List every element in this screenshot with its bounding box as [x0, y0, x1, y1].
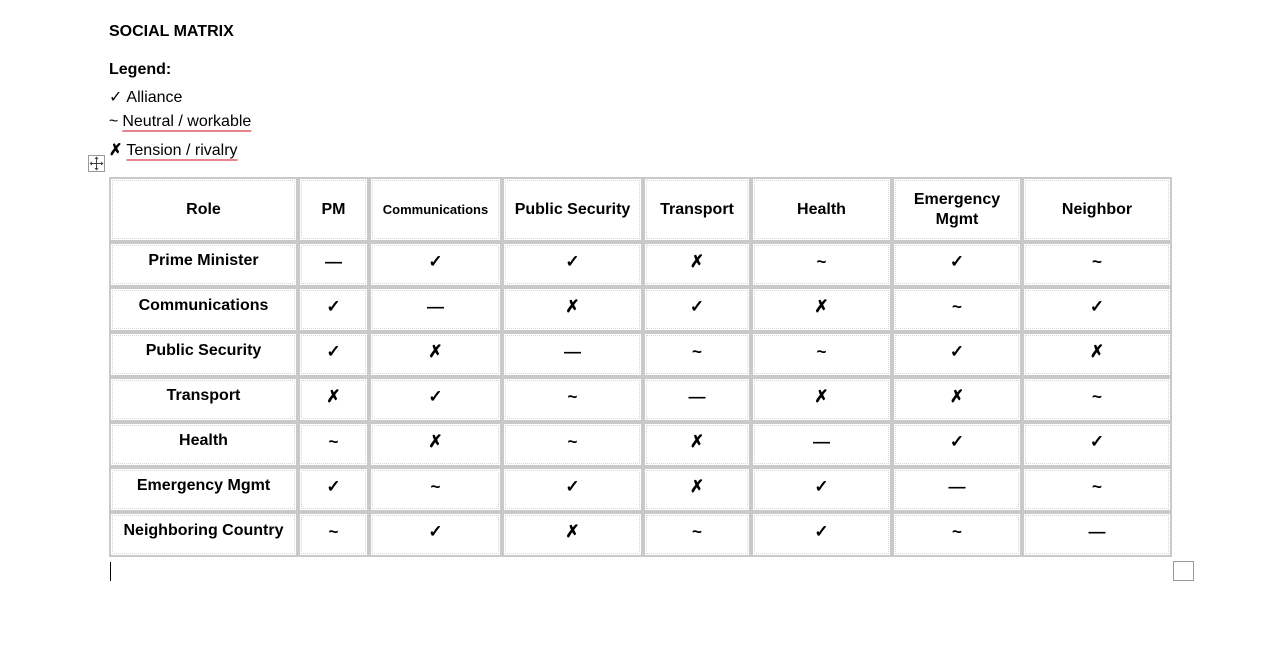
- table-row: [109, 467, 1172, 512]
- relation-cell[interactable]: ✗: [751, 287, 892, 332]
- relation-cell[interactable]: ✓: [643, 287, 751, 332]
- cross-icon: ✗: [109, 142, 123, 159]
- header-cell-transport[interactable]: Transport: [643, 177, 751, 242]
- check-icon: ✓: [109, 89, 123, 106]
- relation-cell[interactable]: —: [892, 467, 1022, 512]
- relation-cell[interactable]: ~: [751, 242, 892, 287]
- relation-cell[interactable]: ✓: [892, 242, 1022, 287]
- relation-cell[interactable]: ~: [369, 467, 502, 512]
- legend-label: Tension / rivalry: [126, 142, 238, 159]
- legend-item-alliance: [109, 87, 182, 107]
- relation-cell[interactable]: ✓: [298, 287, 369, 332]
- relation-cell[interactable]: ~: [298, 512, 369, 557]
- relation-cell[interactable]: —: [298, 242, 369, 287]
- table-row: [109, 422, 1172, 467]
- header-cell-health[interactable]: Health: [751, 177, 892, 242]
- relation-cell[interactable]: —: [369, 287, 502, 332]
- table-move-handle[interactable]: [88, 155, 105, 172]
- relation-cell[interactable]: ✗: [1022, 332, 1172, 377]
- relation-cell[interactable]: ✗: [502, 512, 643, 557]
- tilde-icon: ~: [109, 113, 119, 130]
- relation-cell[interactable]: ✓: [298, 332, 369, 377]
- legend-item-tension: [109, 140, 238, 160]
- table-row: [109, 332, 1172, 377]
- relation-cell[interactable]: —: [643, 377, 751, 422]
- relation-cell[interactable]: ~: [1022, 377, 1172, 422]
- header-cell-pm[interactable]: PM: [298, 177, 369, 242]
- relation-cell[interactable]: ✗: [298, 377, 369, 422]
- role-cell[interactable]: Communications: [109, 287, 298, 332]
- role-cell[interactable]: Neighboring Country: [109, 512, 298, 557]
- relation-cell[interactable]: ~: [643, 512, 751, 557]
- relation-cell[interactable]: ~: [892, 512, 1022, 557]
- relation-cell[interactable]: ✗: [892, 377, 1022, 422]
- role-cell[interactable]: Public Security: [109, 332, 298, 377]
- relation-cell[interactable]: ✗: [643, 422, 751, 467]
- social-matrix-table: [109, 177, 1172, 557]
- header-cell-communications[interactable]: Communications: [369, 177, 502, 242]
- relation-cell[interactable]: —: [502, 332, 643, 377]
- table-row: [109, 287, 1172, 332]
- relation-cell[interactable]: ✗: [751, 377, 892, 422]
- table-resize-handle[interactable]: [1173, 561, 1194, 581]
- header-cell-emergency-mgmt[interactable]: Emergency Mgmt: [892, 177, 1022, 242]
- table-row: [109, 242, 1172, 287]
- relation-cell[interactable]: ~: [298, 422, 369, 467]
- relation-cell[interactable]: ~: [1022, 242, 1172, 287]
- relation-cell[interactable]: ✓: [298, 467, 369, 512]
- relation-cell[interactable]: ✓: [751, 467, 892, 512]
- relation-cell[interactable]: ✓: [369, 377, 502, 422]
- relation-cell[interactable]: ~: [502, 377, 643, 422]
- relation-cell[interactable]: ✗: [643, 242, 751, 287]
- relation-cell[interactable]: ✗: [643, 467, 751, 512]
- legend-label: Neutral / workable: [122, 113, 252, 130]
- relation-cell[interactable]: ✗: [369, 332, 502, 377]
- header-cell-public-security[interactable]: Public Security: [502, 177, 643, 242]
- relation-cell[interactable]: ✓: [369, 512, 502, 557]
- relation-cell[interactable]: ~: [1022, 467, 1172, 512]
- relation-cell[interactable]: ~: [643, 332, 751, 377]
- table-row: [109, 377, 1172, 422]
- relation-cell[interactable]: ✗: [502, 287, 643, 332]
- four-arrows-move-icon: [89, 156, 104, 171]
- relation-cell[interactable]: —: [1022, 512, 1172, 557]
- header-cell-neighbor[interactable]: Neighbor: [1022, 177, 1172, 242]
- relation-cell[interactable]: ✓: [751, 512, 892, 557]
- legend-label: Alliance: [126, 89, 183, 106]
- relation-cell[interactable]: ✓: [892, 332, 1022, 377]
- relation-cell[interactable]: ✓: [502, 242, 643, 287]
- relation-cell[interactable]: ~: [502, 422, 643, 467]
- relation-cell[interactable]: ✓: [502, 467, 643, 512]
- table-row: [109, 512, 1172, 557]
- role-cell[interactable]: Emergency Mgmt: [109, 467, 298, 512]
- relation-cell[interactable]: ✗: [369, 422, 502, 467]
- relation-cell[interactable]: ✓: [892, 422, 1022, 467]
- relation-cell[interactable]: ✓: [1022, 287, 1172, 332]
- table-header-row: [109, 177, 1172, 242]
- legend-heading: Legend:: [109, 61, 172, 78]
- header-cell-role[interactable]: Role: [109, 177, 298, 242]
- relation-cell[interactable]: —: [751, 422, 892, 467]
- document-title: SOCIAL MATRIX: [109, 23, 234, 40]
- legend-item-neutral: [109, 113, 251, 131]
- relation-cell[interactable]: ~: [892, 287, 1022, 332]
- role-cell[interactable]: Health: [109, 422, 298, 467]
- text-cursor: [110, 562, 111, 581]
- relation-cell[interactable]: ✓: [1022, 422, 1172, 467]
- role-cell[interactable]: Transport: [109, 377, 298, 422]
- relation-cell[interactable]: ✓: [369, 242, 502, 287]
- relation-cell[interactable]: ~: [751, 332, 892, 377]
- role-cell[interactable]: Prime Minister: [109, 242, 298, 287]
